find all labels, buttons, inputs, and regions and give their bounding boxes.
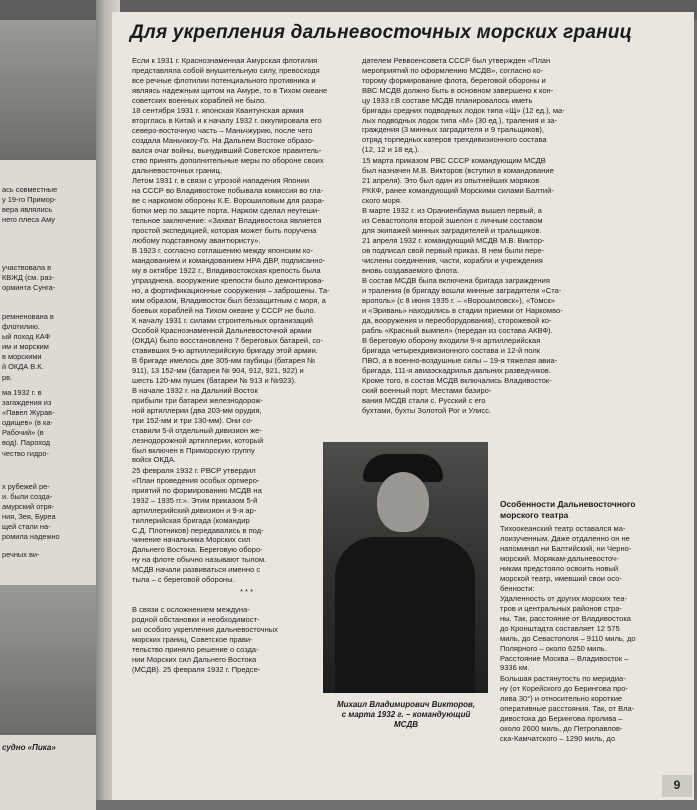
left-text-block: ма 1932 г. в загаждения из «Павел Журав- одищев» (в ка- Рабочий» (в вод). Пароход чество гидро- [2, 388, 55, 458]
column-2-paragraph: В состав МСДВ была включена бригада заграждения и траления (в бригаду вошли минные заградители «Ста- врополь» (с 8 июня 1935 г. – «Ворошиловск»), «Томск» и «Эривань» находились в стадии приемки от Наркомво- да, вооружения и переоборудования), сторожевой ко- рабль «Красный вымпел» (передан из состава АКВФ). [362, 276, 563, 335]
left-photo-top [0, 20, 96, 160]
column-2-paragraph: 21 апреля 1932 г. командующий МСДВ М.В. Виктор- ов подписал свой первый приказ. В нем были пере- числены соединения, части, корабли и учреждения вновь создаваемого флота. [362, 236, 545, 275]
left-page [0, 20, 96, 810]
photo-uniform [335, 537, 475, 693]
column-1-paragraph: К началу 1931 г. силами строительных организаций Особой Краснознаменной Дальневосточной армии (ОКДА) было восстановлено 7 береговых батарей, со- ставивших 9-ю артиллерийскую бригаду этой армии. В бригаде имелось две 305-мм гаубицы (батарея № 911), 13 152-мм (батареи № 904, 912, 921, 922) и шесть 120-мм пушек (батареи № 913 и №923). [132, 316, 323, 385]
left-text-block: ремненована в флотилию. ый поход КАФ им и морским в морскими й ОКДА В.К. рв. [2, 312, 54, 382]
portrait-photo [323, 442, 488, 693]
column-2-paragraph: Кроме того, в состав МСДВ включались Владивосток- ский военный порт. Местами базиро- вания МСДВ стали с. Русский с его бухтами, бухты Золотой Рог и Улисс. [362, 376, 552, 415]
left-text-block: участвовала в КВЖД (см. раз- орминта Сунга- [2, 263, 56, 293]
column-1-paragraph: Летом 1931 г. в связи с угрозой нападения Японии на СССР во Владивостоке побывала комиссия во гла- ве с наркомом обороны К.Е. Ворошиловым для разра- ботки мер по защите порта. Нарком сделал неутеши- тельное заключение: «Захват Владивостока является простой экспедицией, которая может быть поручена любому подставному авантюристу». [132, 176, 325, 245]
column-2-paragraph: В береговую оборону входили 9-я артиллерийская бригада четырехдивизионного состава и 12-й полк ПВО, а в военно-воздушные силы – 19-я тяжелая авиа- бригада, 111-я авиаэскадрилья дальних разведчиков. [362, 336, 558, 375]
page-title: Для укрепления дальневосточных морских границ [130, 22, 633, 43]
left-photo-caption: судно «Пика» [2, 743, 56, 752]
column-2-paragraph: дателем Реввоенсовета СССР был утвержден «План мероприятий по оформлению МСДВ», согласно ко- торому формирование флота, береговой обороны и ВВС МСДВ должно быть в основном завершено к кон- цу 1933 г.В составе МСДВ планировалось иметь бригады средних подводных лодок типа «Щ» (12 ед.), ма- лых подводных лодок типа «М» (30 ед.), траления и за- граждения (3 минных заградителя и 9 тральщиков), отряд торпедных катеров трехдивизионного состава (12, 12 и 18 ед.). [362, 56, 565, 155]
section-separator: * * * [240, 587, 254, 596]
column-3-paragraph: Удаленность от других морских теа- тров и центральных районов стра- ны. Так, расстояние от Владивостока до Кронштадта составляет 12 575 миль, до Севастополя – 9110 миль, до Полярного – около 6250 миль. Расстояние Москва – Владивосток – 9336 км. [500, 594, 636, 673]
column-1-paragraph: В связи с осложнением междуна- родной обстановки и необходимост- ью особого укрепления дальневосточных морских границ, Советское прави- тельство приняло решение о созда- нии Морских сил Дальнего Востока (МСДВ). 25 февраля 1932 г. Предсе- [132, 605, 278, 674]
section-subheading: Особенности Дальневосточного морского театра [500, 499, 636, 520]
column-2-paragraph: В марте 1932 г. из Ораниенбаума вышел первый, а из Севастополя второй эшелон с личным составом для экипажей минных заградителей и тральщиков. [362, 206, 543, 235]
left-text-block: х рубежей ре- и. были созда- амурский отря- ния, Зея, Буреа щей стали на- ромила надежно [2, 482, 60, 542]
column-1-paragraph: Если к 1931 г. Краснознаменная Амурская флотилия представляла собой внушительную силу, превосходя все речные флотилии потенциального противника и являясь надежным щитом на Амуре, то в Тихом океане советских военных кораблей не было. [132, 56, 328, 105]
column-3-paragraph: Тихоокеанский театр оставался ма- лоизученным. Даже отдаленно он не напоминал ни Балтийский, ни Черно- морский. Морякам-дальневосточ- никам предстояло освоить новый морской театр, имевший свои осо- бенности: [500, 524, 632, 593]
column-1-paragraph: В начале 1932 г. на Дальний Восток прибыли три батареи железнодорож- ной артиллерии (два 203-мм орудия, три 152-мм и три 130-мм). Они со- ставили 5-й отдельный дивизион же- лезнодорожной артиллерии, который был включен в Приморскую группу войск ОКДА. [132, 386, 264, 465]
left-photo-ship [0, 585, 96, 735]
photo-caption: Михаил Владимирович Викторов, с марта 1932 г. – командующий МСДВ [336, 700, 476, 729]
column-3-paragraph: Большая растянутость по меридиа- ну (от Корейского до Берингова про- лива 30°) и относительно короткие оперативные расстояния. Так, от Вла- дивостока до Берингова пролива – около 2600 миль, до Петропавлов- ска-Камчатского – 1290 миль, до [500, 674, 635, 743]
page-number: 9 [673, 778, 681, 792]
left-text-block: речных ви- [2, 550, 40, 559]
column-1-paragraph: В 1923 г. согласно соглашению между японским ко- мандованием и командованием НРА ДВР, подписанно- му в октябре 1922 г., Владивостокская крепость была упразднена. вооружение крепости было демонтирова- но, а фортификационные сооружения – заброшены. Та- ким образом, Владивосток был беззащитным с моря, а боевых кораблей на Тихом океане у СССР не было. [132, 246, 330, 315]
page-number-box [662, 775, 692, 797]
left-text-block: ась совместные у 19-го Примор- вера являлись него плеса Аму [2, 185, 58, 225]
photo-face [377, 472, 429, 532]
column-1-paragraph: 18 сентября 1931 г. японская Квантунская армия вторглась в Китай и к началу 1932 г. оккупировала его северо-восточную часть – Маньчжурию, после чего создала Маньчжоу-Го. На Дальнем Востоке образо- вался очаг войны, вынудивший Советское правитель- ство принять дополнительные меры по обороне своих дальневосточных границ. [132, 106, 324, 175]
column-2-paragraph: 15 марта приказом РВС СССР командующим МСДВ был назначен М.В. Викторов (вступил в командование 21 апреля). Это был один из опытнейших моряков РККФ, ранее командующий Морскими силами Балтий- ского моря. [362, 156, 554, 205]
column-1-paragraph: 25 февраля 1932 г. РВСР утвердил «План проведения особых оргмеро- приятий по формированию МСДВ на 1932 – 1935 гг.». Этим приказом 5-й артиллерийский дивизион и 9-я ар- тиллерийская бригада (командир С.Д. Плотников) передавались в под- чинение начальника Морских сил Дальнего Востока. Береговую оборо- ну на флоте обычно называют тылом. МСДВ начали развиваться именно с тыла – с береговой обороны. [132, 466, 267, 585]
